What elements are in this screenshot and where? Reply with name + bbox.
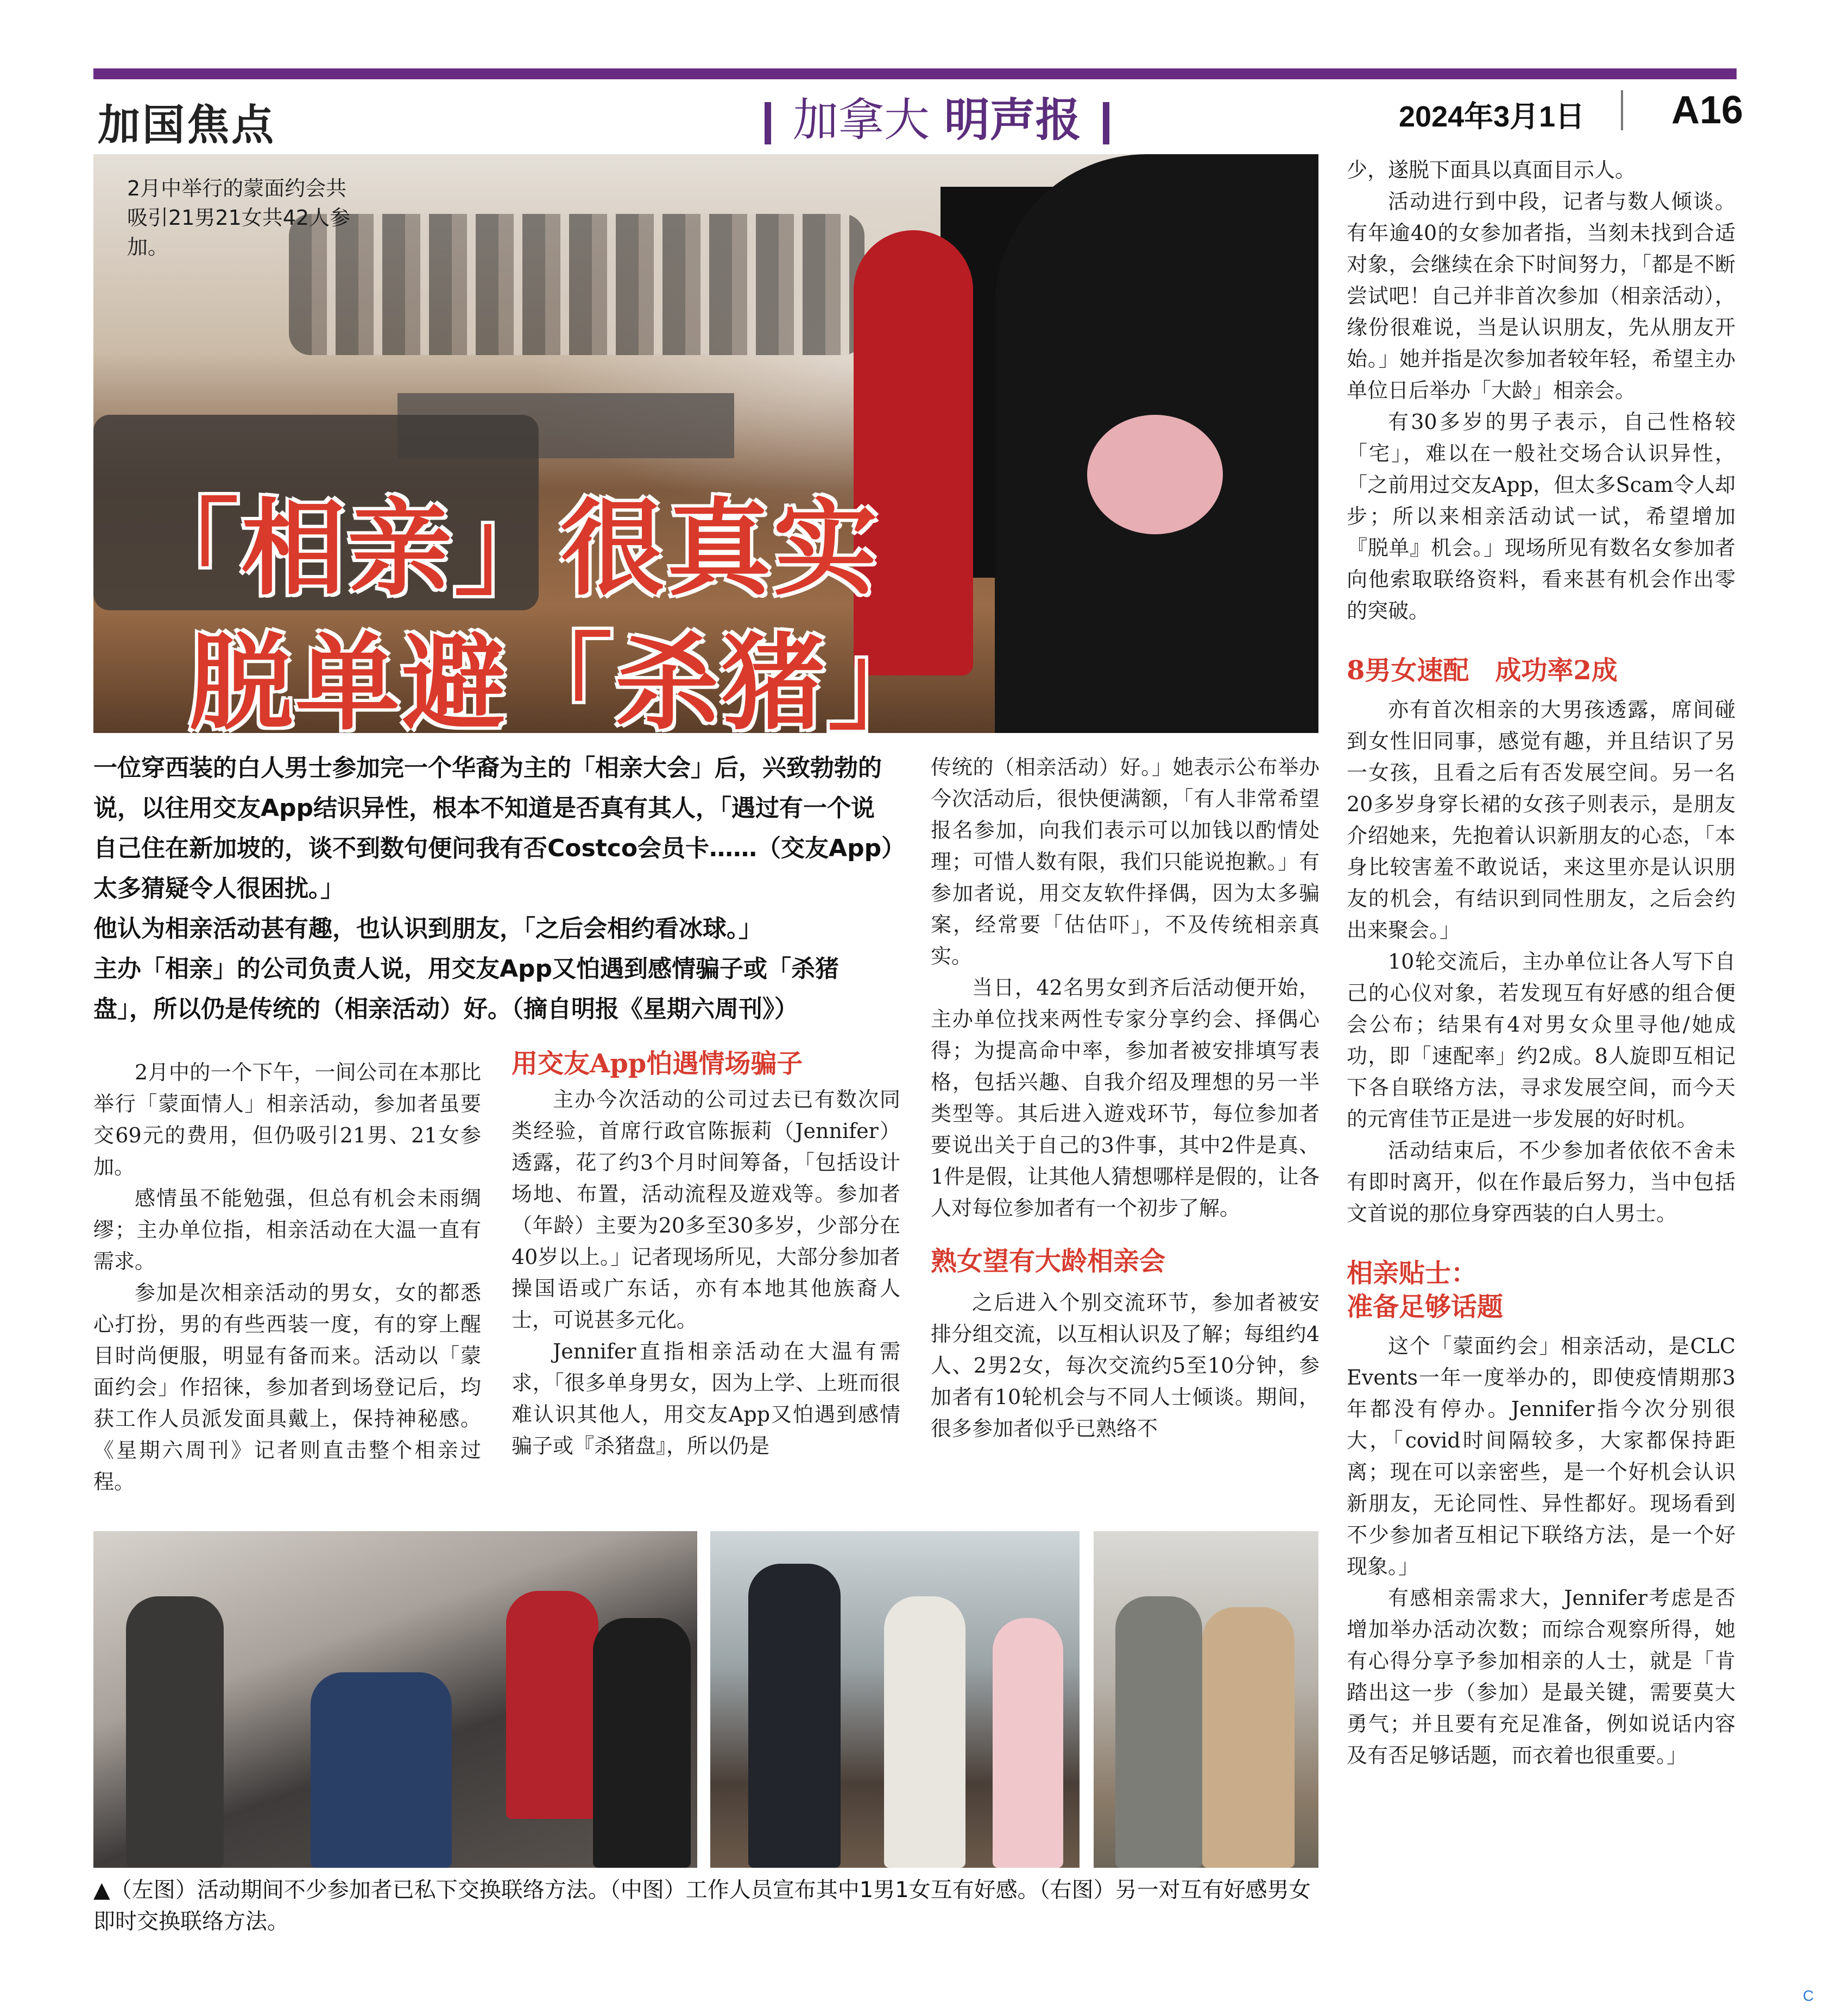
subhead-mature-women: 熟女望有大龄相亲会 [931,1246,1166,1276]
lead-text: 一位穿西装的白人男士参加完一个华裔为主的「相亲大会」后，兴致勃勃的说，以往用交友App结识异性，根本不知道是否真有其人，「遇过有一个说自己住在新加坡的，谈不到数句便问我有否Costco会员卡……（交友App）太多猜疑令人很困扰。」 [93,754,894,902]
lead-paragraph [93,748,897,1029]
body-paragraph: 主办今次活动的公司过去已有数次同类经验，首席行政官陈振莉（Jennifer）透露，花了约3个月时间筹备，「包括设计场地、布置，活动流程及遊戏等。参加者（年龄）主要为20多至30多岁，少部分在40岁以上。」记者现场所见，大部分参加者操国语或广东话，亦有本地其他族裔人士，可说甚多元化。 [512,1088,900,1332]
page-number: A16 [1671,89,1744,132]
main-photo [93,154,1318,733]
subhead-speed-match: 8男女速配 成功率2成 [1347,655,1618,686]
body-paragraph: 10轮交流后，主办单位让各人写下自己的心仪对象，若发现互有好感的组合便会公布；结果有4对男女众里寻他/她成功，即「速配率」约2成。8人旋即互相记下各自联络方法，寻求发展空间，而今天的元宵佳节正是进一步发展的好时机。 [1347,950,1735,1131]
article-column-1 [93,1057,481,1497]
photo-left-group-chat [93,1531,697,1868]
photo-crowd [289,214,864,355]
body-paragraph: 活动进行到中段，记者与数人倾谈。有年逾40的女参加者指，当刻未找到合适对象，会继续在余下时间努力，「都是不断尝试吧！自己并非首次参加（相亲活动），缘份很难说，当是认识朋友，先从朋友开始。」她并指是次参加者较年轻，希望主办单位日后举办「大龄」相亲会。 [1347,189,1735,402]
headline-line-2: 脱单避「杀猪」 [189,623,934,733]
photo-figure [748,1564,841,1868]
body-paragraph: 有感相亲需求大，Jennifer考虑是否增加举办活动次数；而综合观察所得，她有心得分享予参加相亲的人士，就是「肯踏出这一步（参加）是最关键，需要莫大勇气；并且要有充足准备，例如说话内容及有否足够话题，而衣着也很重要。」 [1347,1586,1735,1767]
masthead [743,84,1131,149]
article-column-4 [1347,154,1735,1771]
photo-figure [884,1596,965,1868]
body-paragraph: 活动结束后，不少参加者依依不舍未有即时离开，似在作最后努力，当中包括文首说的那位身穿西装的白人男士。 [1347,1139,1735,1225]
body-paragraph: 之后进入个别交流环节，参加者被安排分组交流，以互相认识及了解；每组约4人、2男2女，每次交流约5至10分钟，参加者有10轮机会与不同人士倾谈。期间，很多参加者似乎已熟络不 [931,1291,1320,1440]
body-paragraph: 少，遂脱下面具以真面目示人。 [1347,158,1636,182]
masthead-bar-left [765,102,771,144]
photo-figure [311,1672,452,1868]
body-paragraph: 当日，42名男女到齐后活动便开始，主办单位找来两性专家分享约会、择偶心得；为提高命中率，参加者被安排填写表格，包括兴趣、自我介绍及理想的另一半类型等。其后进入遊戏环节，每位参加者要说出关于自己的3件事，其中2件是真、1件是假，让其他人猜想哪样是假的，让各人对每位参加者有一个初步了解。 [931,976,1320,1220]
header-divider [1621,90,1623,130]
masthead-prefix: 加拿大 [793,93,930,147]
body-paragraph: 感情虽不能勉强，但总有机会未雨绸缪；主办单位指，相亲活动在大温一直有需求。 [93,1186,481,1273]
photo-balloon [1087,415,1223,534]
body-paragraph: Jennifer直指相亲活动在大温有需求，「很多单身男女，因为上学、上班而很难认识其他人，用交友App又怕遇到感情骗子或『杀猪盘』，所以仍是 [512,1339,900,1458]
body-paragraph: 这个「蒙面约会」相亲活动，是CLC Events一年一度举办的，即使疫情期那3年都没有停办。Jennifer指今次分别很大，「covid时间隔较多，大家都保持距离；现在可以亲密些，是一个好机会认识新朋友，无论同性、异性都好。现场看到不少参加者互相记下联络方法，是一个好现象。」 [1347,1334,1735,1578]
photo-figure [1115,1596,1202,1868]
subhead-tips-line-2: 准备足够话题 [1347,1292,1504,1322]
subhead-tips-line-1: 相亲贴士： [1347,1258,1478,1288]
lead-text: 他认为相亲活动甚有趣，也认识到朋友，「之后会相约看冰球。」 [93,915,762,943]
subhead-dating-app: 用交友App怕遇情场骗子 [512,1048,803,1079]
corner-mark: C [1803,1987,1814,2004]
photo-figure [593,1618,691,1868]
body-paragraph: 有30多岁的男子表示，自己性格较「宅」，难以在一般社交场合认识异性，「之前用过交友App，但太多Scam令人却步；所以来相亲活动试一试，希望增加『脱单』机会。」现场所见有数名女参加者向他索取联络资料，看来甚有机会作出零的突破。 [1347,410,1735,623]
main-photo-caption: 2月中举行的蒙面约会共吸引21男21女共42人参加。 [127,176,351,259]
masthead-name: 明声报 [944,93,1081,147]
photo-figure [126,1596,224,1868]
photo-figure [993,1618,1063,1868]
bottom-photo-caption: ▲（左图）活动期间不少参加者已私下交换联络方法。（中图）工作人员宣布其中1男1女互有好感。（右图）另一对互有好感男女即时交换联络方法。 [93,1878,1311,1934]
body-paragraph: 参加是次相亲活动的男女，女的都悉心打扮，男的有些西装一度，有的穿上醒目时尚便服，明显有备而来。活动以「蒙面约会」作招徕，参加者到场登记后，均获工作人员派发面具戴上，保持神秘感。《星期六周刊》记者则直击整个相亲过程。 [93,1281,481,1494]
masthead-rule [93,68,1737,79]
photo-right-couple [1094,1531,1318,1868]
headline-line-1: 「相亲」很真实 [135,489,880,610]
body-paragraph: 2月中的一个下午，一间公司在本那比举行「蒙面情人」相亲活动，参加者虽要交69元的费用，但仍吸引21男、21女参加。 [93,1060,481,1179]
section-title: 加国焦点 [98,100,276,150]
article-column-3 [931,751,1320,1444]
body-paragraph: 传统的（相亲活动）好。」她表示公布举办今次活动后，很快便满额，「有人非常希望报名参加，向我们表示可以加钱以酌情处理；可惜人数有限，我们只能说抱歉。」有参加者说，用交友软件择偶，因为太多骗案，经常要「估估吓」，不及传统相亲真实。 [931,755,1320,968]
lead-text: 主办「相亲」的公司负责人说，用交友App又怕遇到感情骗子或「杀猪盘」，所以仍是传统的（相亲活动）好。（摘自明报《星期六周刊》） [93,955,840,1023]
photo-middle-announcement [710,1531,1080,1868]
photo-figure [506,1591,598,1819]
photo-figure [1202,1607,1295,1868]
masthead-bar-right [1103,102,1109,144]
article-column-2 [512,1047,900,1462]
issue-date: 2024年3月1日 [1399,100,1585,133]
body-paragraph: 亦有首次相亲的大男孩透露，席间碰到女性旧同事，感觉有趣，并且结识了另一女孩，且看之后有否发展空间。另一名20多岁身穿长裙的女孩子则表示，是朋友介绍她来，先抱着认识新朋友的心态，「本身比较害羞不敢说话，来这里亦是认识朋友的机会，有结识到同性朋友，之后会约出来聚会。」 [1347,698,1735,942]
